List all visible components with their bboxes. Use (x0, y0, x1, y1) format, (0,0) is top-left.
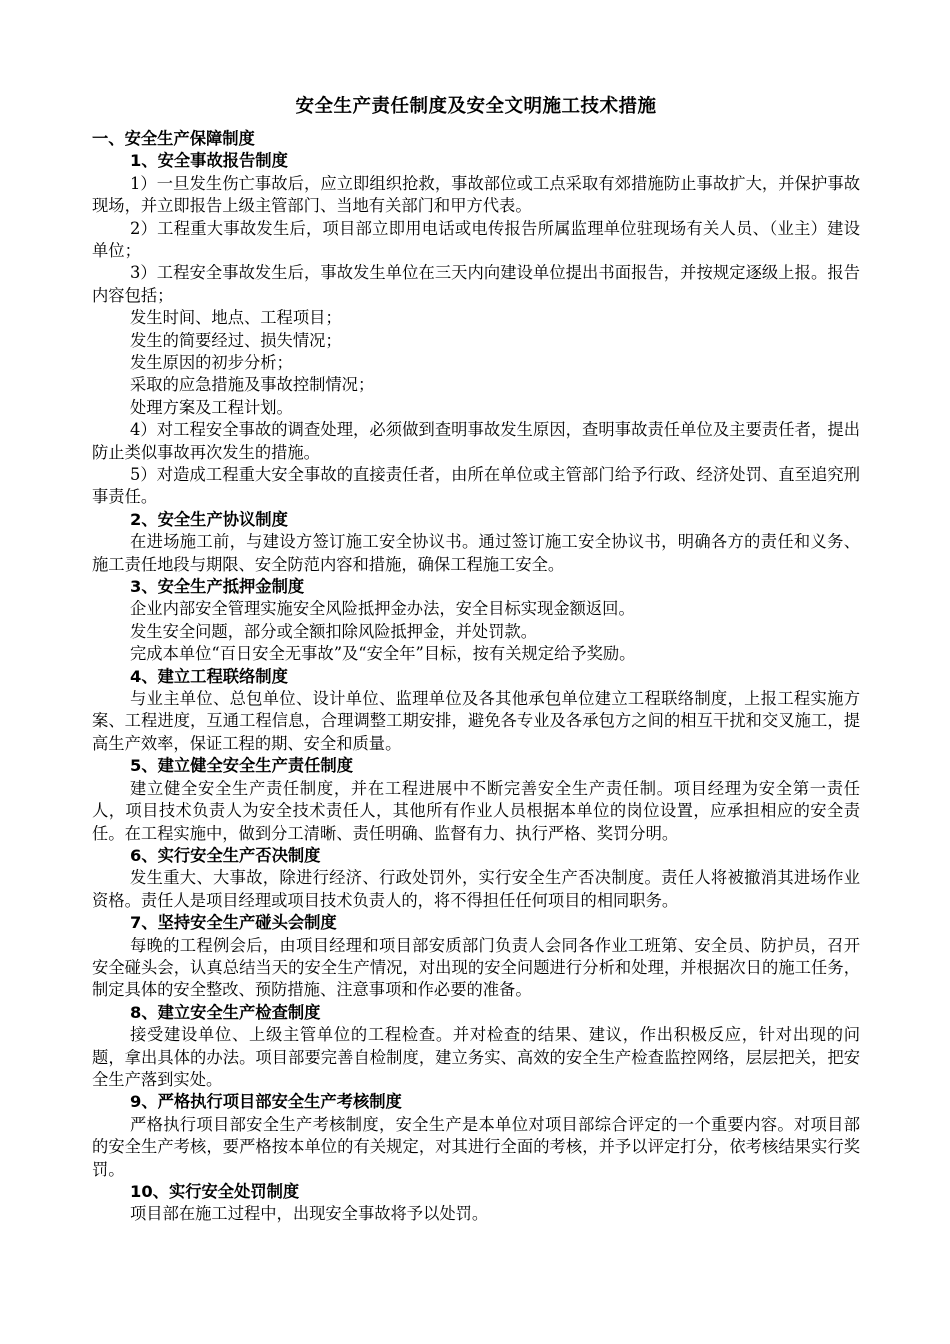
paragraph: 2）工程重大事故发生后，项目部立即用电话或电传报告所属监理单位驻现场有关人员、（业主）建设单位； (92, 218, 860, 260)
paragraph: 接受建设单位、上级主管单位的工程检查。并对检查的结果、建议，作出积极反应，针对出现的问题，拿出具体的办法。项目部要完善自检制度，建立务实、高效的安全生产检查监控网络，层层把关，把安全生产落到实处。 (92, 1025, 860, 1089)
subsection-heading-10: 10、实行安全处罚制度 (130, 1181, 300, 1201)
list-item: 发生原因的初步分析； (130, 353, 293, 373)
subsection-heading-2: 2、安全生产协议制度 (130, 509, 288, 529)
list-item: 处理方案及工程计划。 (130, 397, 293, 417)
paragraph: 发生重大、大事故，除进行经济、行政处罚外，实行安全生产否决制度。责任人将被撤消其进场作业资格。责任人是项目经理或项目技术负责人的，将不得担任任何项目的相同职务。 (92, 868, 860, 910)
subsection-heading-8: 8、建立安全生产检查制度 (130, 1002, 321, 1022)
paragraph: 1）一旦发生伤亡事故后，应立即组织抢救，事故部位或工点采取有郊措施防止事故扩大，并保护事故现场，并立即报告上级主管部门、当地有关部门和甲方代表。 (92, 173, 860, 216)
subsection-heading-3: 3、安全生产抵押金制度 (130, 577, 305, 597)
subsection-heading-4: 4、建立工程联络制度 (130, 666, 288, 686)
list-item: 企业内部安全管理实施安全风险抵押金办法，安全目标实现金额返回。 (130, 599, 635, 619)
list-item: 发生安全问题，部分或全额扣除风险抵押金，并处罚款。 (130, 621, 538, 641)
paragraph: 建立健全安全生产责任制度，并在工程进展中不断完善安全生产责任制。项目经理为安全第一责任人，项目技术负责人为安全技术责任人，其他所有作业人员根据本单位的岗位设置，应承担相应的安全责任。在工程实施中，做到分工清晰、责任明确、监督有力、执行严格、奖罚分明。 (92, 778, 860, 843)
paragraph: 项目部在施工过程中，出现安全事故将予以处罚。 (130, 1204, 489, 1224)
paragraph: 4）对工程安全事故的调查处理，必须做到查明事故发生原因，查明事故责任单位及主要责任者，提出防止类似事故再次发生的措施。 (92, 420, 860, 462)
subsection-heading-6: 6、实行安全生产否决制度 (130, 845, 321, 865)
list-item: 发生的简要经过、损失情况； (130, 330, 342, 350)
paragraph: 严格执行项目部安全生产考核制度，安全生产是本单位对项目部综合评定的一个重要内容。对项目部的安全生产考核，要严格按本单位的有关规定，对其进行全面的考核，并予以评定打分，依考核结果实行奖罚。 (92, 1114, 860, 1179)
list-item: 采取的应急措施及事故控制情况； (130, 375, 375, 395)
subsection-heading-9: 9、严格执行项目部安全生产考核制度 (130, 1092, 402, 1112)
paragraph: 3）工程安全事故发生后，事故发生单位在三天内向建设单位提出书面报告，并按规定逐级上报。报告内容包括； (92, 263, 860, 305)
paragraph: 每晚的工程例会后，由项目经理和项目部安质部门负责人会同各作业工班第、安全员、防护员，召开安全碰头会，认真总结当天的安全生产情况，对出现的安全问题进行分析和处理，并根据次日的施工任务，制定具体的安全整改、预防措施、注意事项和作必要的准备。 (92, 935, 860, 1000)
section-heading: 一、安全生产保障制度 (92, 129, 255, 148)
subsection-heading-7: 7、坚持安全生产碰头会制度 (130, 913, 337, 933)
subsection-heading-1: 1、安全事故报告制度 (130, 151, 288, 171)
paragraph: 在进场施工前，与建设方签订施工安全协议书。通过签订施工安全协议书，明确各方的责任和义务、施工责任地段与期限、安全防范内容和措施，确保工程施工安全。 (92, 532, 860, 574)
subsection-heading-5: 5、建立健全安全生产责任制度 (130, 756, 353, 776)
list-item: 完成本单位“百日安全无事故”及“安全年”目标，按有关规定给予奖励。 (130, 644, 636, 664)
document-page (92, 88, 860, 1226)
list-item: 发生时间、地点、工程项目； (130, 308, 342, 328)
paragraph: 5）对造成工程重大安全事故的直接责任者，由所在单位或主管部门给予行政、经济处罚、直至追究刑事责任。 (92, 465, 860, 507)
document-title: 安全生产责任制度及安全文明施工技术措施 (295, 96, 657, 117)
paragraph: 与业主单位、总包单位、设计单位、监理单位及各其他承包单位建立工程联络制度，上报工程实施方案、工程进度，互通工程信息，合理调整工期安排，避免各专业及各承包方之间的相互干扰和交叉施工，提高生产效率，保证工程的期、安全和质量。 (92, 689, 860, 753)
